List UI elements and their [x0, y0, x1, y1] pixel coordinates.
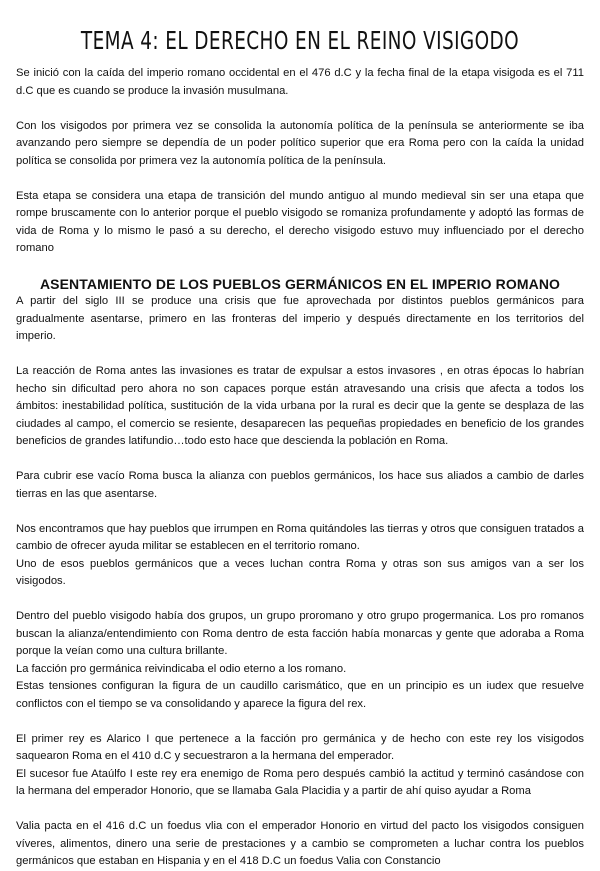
paragraph: Esta etapa se considera una etapa de transición del mundo antiguo al mundo medieval sin ser una etapa que rompe bruscamente con lo anterior porque el pueblo visigodo se romaniza profundamente y adoptó las formas de vida de Roma y lo mismo le pasó a su derecho, el derecho visigodo estuvo muy influenciado por el derecho romano — [16, 189, 584, 254]
paragraph: Uno de esos pueblos germánicos que a veces luchan contra Roma y otras son sus amigos van a ser los visigodos. — [16, 557, 584, 587]
paragraph: Nos encontramos que hay pueblos que irrumpen en Roma quitándoles las tierras y otros que consiguen tratados a cambio de ofrecer ayuda militar se establecen en el territorio romano. — [16, 522, 584, 552]
section-heading: ASENTAMIENTO DE LOS PUEBLOS GERMÁNICOS EN EL IMPERIO ROMANO — [39, 276, 561, 292]
paragraph: Se inició con la caída del imperio romano occidental en el 476 d.C y la fecha final de la etapa visigoda es el 711 d.C que es cuando se produce la invasión musulmana. — [16, 67, 584, 97]
paragraph: Para cubrir ese vacío Roma busca la alianza con pueblos germánicos, los hace sus aliados a cambio de darles tierras en las que asentarse. — [16, 470, 584, 500]
paragraph: Valia pacta en el 416 d.C un foedus vlia con el emperador Honorio en virtud del pacto los visigodos consiguen víveres, alimentos, dinero una serie de prestaciones y a cambio se comprometen a luchar contra los pueblos germánicos que estaban en Hispania y en el 418 D.C un foedus Valia con Constancio — [16, 820, 584, 867]
paragraph: Estas tensiones configuran la figura de un caudillo carismático, que en un principio es un iudex que resuelve conflictos con el tiempo se va consolidando y aparece la figura del rex. — [16, 680, 584, 710]
paragraph: El primer rey es Alarico I que pertenece a la facción pro germánica y de hecho con este rey los visigodos saquearon Roma en el 410 d.C y secuestraron a la hermana del emperador. — [16, 732, 584, 762]
paragraph: A partir del siglo III se produce una crisis que fue aprovechada por distintos pueblos germánicos para gradualmente asentarse, primero en las fronteras del imperio y después directamente en los territorios del imperio. — [16, 295, 584, 342]
paragraph: La reacción de Roma antes las invasiones es tratar de expulsar a estos invasores , en otras épocas lo habrían hecho sin dificultad pero ahora no son capaces porque están atravesando una crisis que afecta a todos los ámbitos: inestabilidad política, sustitución de la vida urbana por la rural es decir que la gente se desplaza de las ciudades al campo, el comercio se resiente, desaparecen las pequeñas propiedades en beneficio de los grandes beneficios de grandes latifundio…todo esto hace que descienda la población en Roma. — [16, 365, 584, 447]
paragraph: Con los visigodos por primera vez se consolida la autonomía política de la península se anteriormente se iba avanzando pero siempre se dependía de un poder político superior que era Roma pero con la caída la unidad política se consolida por primera vez la autonomía política de la península. — [16, 119, 584, 167]
paragraph: Dentro del pueblo visigodo había dos grupos, un grupo proromano y otro grupo progermanica. Los pro romanos buscan la alianza/entendimiento con Roma dentro de esta facción había monarcas y gente que adoraba a Roma porque la veían como una cultura brillante. — [16, 610, 584, 657]
page-title: TEMA 4: EL DERECHO EN EL REINO VISIGODO — [80, 26, 520, 55]
paragraph: El sucesor fue Ataúlfo I este rey era enemigo de Roma pero después cambió la actitud y terminó casándose con la hermana del emperador Honorio, que se llamaba Gala Placidia y a partir de ahí quiso ayudar a Roma — [16, 767, 584, 797]
paragraph: La facción pro germánica reivindicaba el odio eterno a los romano. — [16, 662, 347, 675]
